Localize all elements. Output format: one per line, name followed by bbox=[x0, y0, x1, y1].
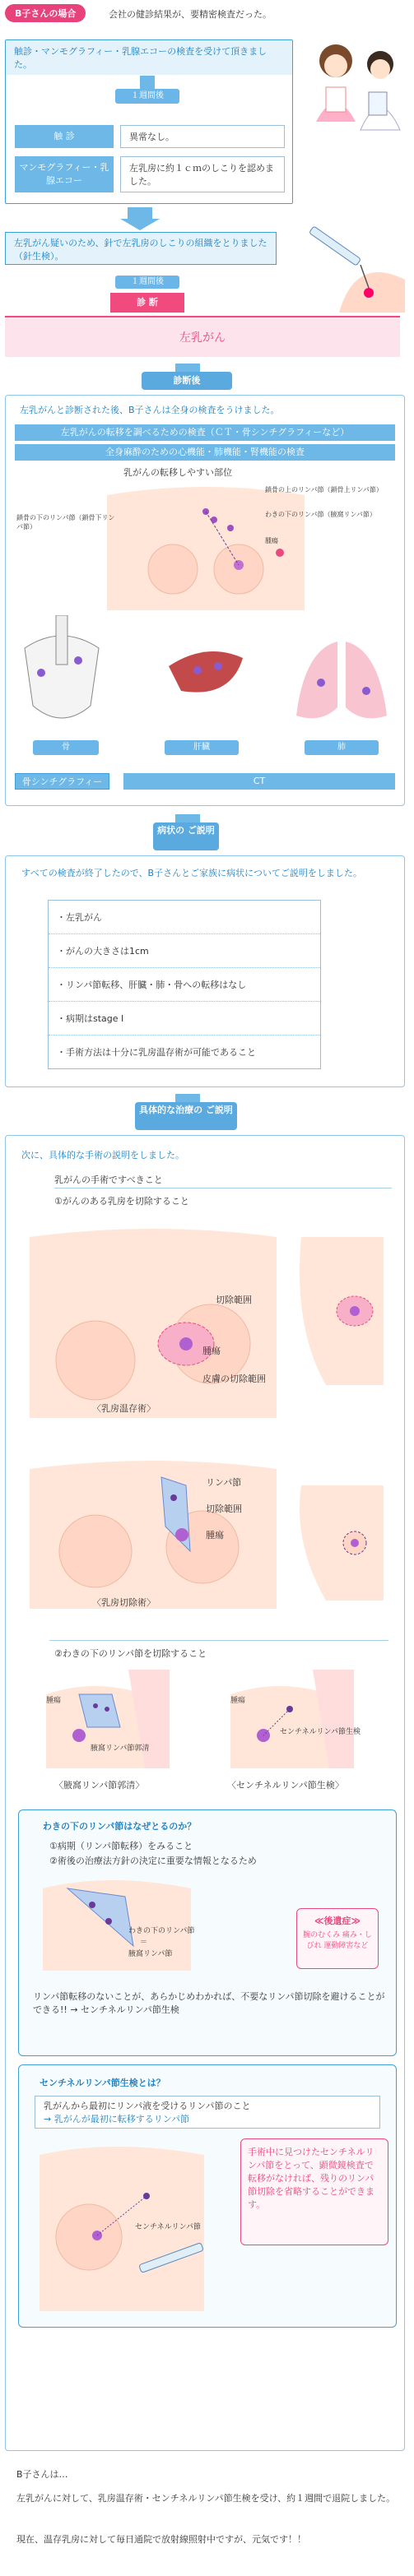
why-reason-1: ①病期（リンパ節転移）をみること bbox=[49, 1841, 193, 1851]
arrow bbox=[128, 207, 152, 219]
after-effects-box bbox=[296, 1908, 379, 1969]
liver-illustration bbox=[165, 633, 247, 732]
palpation-label: 触 診 bbox=[15, 125, 114, 148]
metastasis-test-bar: 左乳がんの転移を調べるための検査（ＣＴ・骨シンチグラフィーなど） bbox=[15, 424, 395, 441]
week-tag-2: １週間後 bbox=[115, 276, 179, 289]
after-effects-title: ≪後遺症≫ bbox=[314, 1916, 361, 1926]
axil-label: わきの下のリンパ節（腋窩リンパ節） bbox=[265, 511, 376, 518]
after-effects-body: 腕のむくみ 痛み・しびれ 運動障害など bbox=[303, 1931, 372, 1950]
sentinel-def-1: 乳がんから最初にリンパ液を受けるリンパ節のこと bbox=[44, 2101, 251, 2111]
after-diagnosis-lead: 左乳がんと診断された後、B子さんは全身の検査をうけました。 bbox=[20, 405, 280, 415]
bcs-tumor: 腫瘍 bbox=[202, 1346, 221, 1356]
why-fig-label-b: ＝ bbox=[140, 1939, 148, 1947]
bcs-caption: 〈乳房温存術〉 bbox=[92, 1403, 156, 1414]
arrow bbox=[120, 219, 160, 230]
why-title: わきの下のリンパ節はなぜとるのか？ bbox=[43, 1821, 197, 1832]
torso-diagram bbox=[82, 479, 329, 610]
mastectomy-tumor: 腫瘍 bbox=[206, 1530, 224, 1541]
case-badge: B子さんの場合 bbox=[5, 4, 86, 22]
dissection-caption: 〈腋窩リンパ節郭清〉 bbox=[54, 1780, 145, 1791]
condition-item: ・手術方法は十分に乳房温存術が可能であること bbox=[57, 1047, 256, 1058]
clav-lower-label: 鎖骨の下のリンパ節（鎖骨下リンパ節） bbox=[16, 514, 115, 530]
sentinel-tumor: 腫瘍 bbox=[230, 1697, 246, 1705]
lung-tag: 肺 bbox=[305, 740, 379, 755]
outro-p3: 現在、温存乳房に対して毎日通院で放射線照射中ですが、元気です！！ bbox=[16, 2534, 306, 2545]
diagnosis-label: 診 断 bbox=[110, 293, 184, 313]
treatment-band: 具体的な治療の ご説明 bbox=[135, 1102, 237, 1130]
mastectomy-cut-range: 切除範囲 bbox=[206, 1503, 242, 1514]
lung-illustration bbox=[288, 633, 395, 732]
mastectomy-caption: 〈乳房切除術〉 bbox=[92, 1597, 156, 1608]
condition-item: ・リンパ節転移、肝臓・肺・骨への転移はなし bbox=[49, 968, 320, 1002]
arrow bbox=[175, 814, 200, 822]
condition-band: 病状の ご説明 bbox=[153, 822, 219, 850]
liver-tag: 肝臓 bbox=[165, 740, 239, 755]
sentinel-def bbox=[35, 2096, 380, 2129]
mammo-value: 左乳房に約１ｃｍのしこりを認めました。 bbox=[120, 156, 285, 192]
bcs-cut-range: 切除範囲 bbox=[216, 1295, 252, 1305]
anesthesia-test-bar: 全身麻酔のための心機能・肺機能・腎機能の検査 bbox=[15, 444, 395, 461]
sites-title: 乳がんの転移しやすい部位 bbox=[123, 467, 232, 478]
dissection-illustration bbox=[46, 1670, 170, 1768]
condition-item: ・左乳がん bbox=[49, 901, 320, 934]
why-fig-label-a: わきの下のリンパ節 bbox=[128, 1927, 195, 1935]
dissection-node: 腋窩リンパ節郭清 bbox=[91, 1744, 150, 1753]
sentinel-q-title: センチネルリンパ節生検とは？ bbox=[40, 2078, 165, 2088]
why-reason-2: ②術後の治療法方針の決定に重要な情報となるため bbox=[49, 1856, 257, 1866]
bcs-illustration bbox=[30, 1221, 392, 1418]
sentinel-def-2: → 乳がんが最初に転移するリンパ節 bbox=[44, 2114, 189, 2124]
point-1: ①がんのある乳房を切除すること bbox=[54, 1196, 189, 1207]
intro-lead: 会社の健診結果が、要精密検査だった。 bbox=[109, 9, 272, 20]
palpation-value: 異常なし。 bbox=[120, 125, 285, 148]
condition-lead: すべての検査が終了したので、B子さんとご家族に病状についてご説明をしました。 bbox=[21, 868, 362, 878]
sentinel-caption: 〈センチネルリンパ節生検〉 bbox=[227, 1780, 344, 1791]
outro-p1: B子さんは… bbox=[16, 2469, 68, 2480]
why-note: リンパ節転移のないことが、あらかじめわかれば、不要なリンパ節切除を避けることができる!! → センチネルリンパ節生検 bbox=[33, 1991, 385, 2015]
mammo-label: マンモグラフィー・乳腺エコー bbox=[15, 156, 114, 192]
condition-item: ・病期はstage I bbox=[49, 1002, 320, 1035]
after-diagnosis-band: 診断後 bbox=[142, 372, 232, 390]
sentinel-side-note: 手術中に見つけたセンチネルリンパ節をとって、顕微鏡検査で転移がなければ、残りのリンパ節切除を省略することができます。 bbox=[240, 2138, 388, 2245]
sentinel-fig-label: センチネルリンパ節 bbox=[135, 2223, 202, 2231]
mastectomy-lymph: リンパ節 bbox=[206, 1477, 242, 1488]
arrow bbox=[175, 364, 200, 372]
clav-upper-label: 鎖骨の上のリンパ節（鎖骨上リンパ節） bbox=[265, 486, 383, 493]
doctor-patient-illustration bbox=[305, 31, 410, 137]
dissection-tumor: 腫瘍 bbox=[46, 1697, 62, 1705]
condition-list bbox=[48, 900, 321, 1069]
exam-header: 触診・マンモグラフィー・乳腺エコーの検査を受けて頂きました。 bbox=[6, 40, 292, 75]
bcs-skin-cut: 皮膚の切除範囲 bbox=[202, 1374, 266, 1384]
biopsy-illustration bbox=[290, 222, 405, 313]
must-title: 乳がんの手術ですべきこと bbox=[54, 1174, 163, 1185]
why-fig-label-c: 腋窩リンパ節 bbox=[128, 1950, 173, 1958]
treatment-lead: 次に、具体的な手術の説明をしました。 bbox=[21, 1150, 184, 1161]
outro-p2: 左乳がんに対して、乳房温存術・センチネルリンパ節生検を受け、約１週間で退院しました。 bbox=[16, 2493, 396, 2504]
point-2: ②わきの下のリンパ節を切除すること bbox=[54, 1648, 207, 1659]
sentinel-illustration bbox=[230, 1670, 354, 1768]
week-tag: １週間後 bbox=[115, 89, 179, 104]
diagnosis-result: 左乳がん bbox=[5, 316, 400, 357]
arrow bbox=[175, 1094, 200, 1102]
bone-scan-label: 骨シンチグラフィー bbox=[15, 773, 109, 790]
sentinel-node: センチネルリンパ節生検 bbox=[280, 1728, 361, 1736]
condition-item: ・がんの大きさは1cm bbox=[49, 934, 320, 968]
bone-tag: 骨 bbox=[33, 740, 99, 755]
ct-label: CT bbox=[123, 773, 395, 790]
divider bbox=[49, 1640, 388, 1641]
biopsy-text: 左乳がん疑いのため、針で左乳房のしこりの組織をとりました（針生検）。 bbox=[5, 232, 277, 265]
bone-illustration bbox=[16, 615, 107, 739]
tumor-label: 腫瘍 bbox=[265, 537, 278, 544]
